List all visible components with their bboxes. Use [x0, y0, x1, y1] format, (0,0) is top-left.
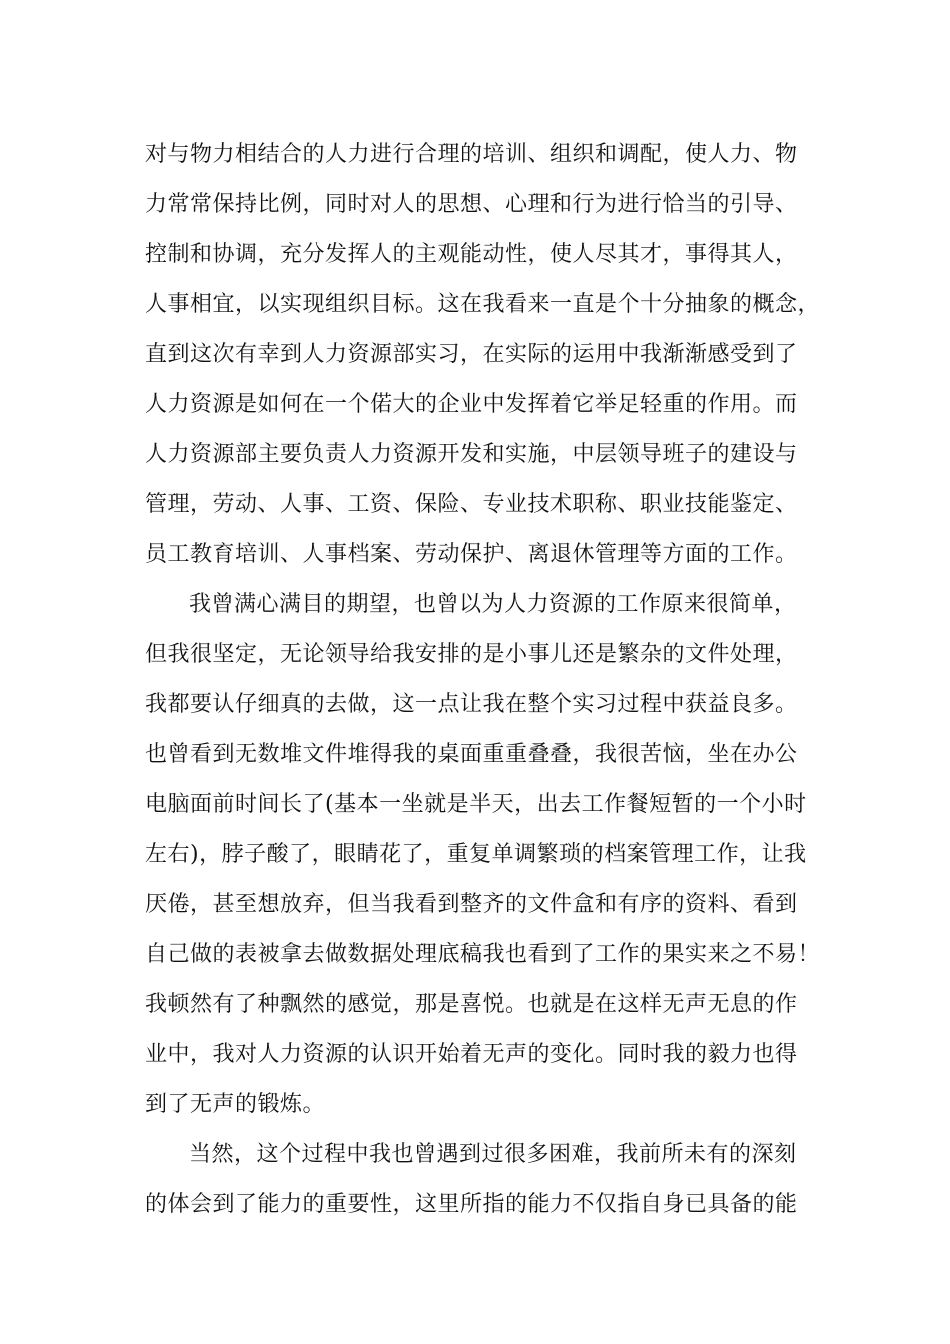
text-line: 人事相宜，以实现组织目标。这在我看来一直是个十分抽象的概念， [145, 292, 821, 317]
text-line: 员工教育培训、人事档案、劳动保护、离退休管理等方面的工作。 [145, 542, 798, 567]
text-line: 电脑面前时间长了(基本一坐就是半天，出去工作餐短暂的一个小时 [145, 792, 807, 817]
text-line: 人力资源是如何在一个偌大的企业中发挥着它举足轻重的作用。而 [145, 392, 798, 417]
text-line: 左右)，脖子酸了，眼睛花了，重复单调繁琐的档案管理工作，让我 [145, 842, 807, 867]
text-line: 业中，我对人力资源的认识开始着无声的变化。同时我的毅力也得 [145, 1042, 798, 1067]
text-line: 我顿然有了种飘然的感觉，那是喜悦。也就是在这样无声无息的作 [145, 992, 798, 1017]
text-line: 到了无声的锻炼。 [145, 1092, 326, 1117]
text-line: 管理，劳动、人事、工资、保险、专业技术职称、职业技能鉴定、 [145, 492, 798, 517]
body-text [145, 130, 825, 1230]
text-line: 也曾看到无数堆文件堆得我的桌面重重叠叠，我很苦恼，坐在办公 [145, 742, 798, 767]
paragraph-start-line: 当然，这个过程中我也曾遇到过很多困难，我前所未有的深刻 [189, 1142, 797, 1167]
text-line: 的体会到了能力的重要性，这里所指的能力不仅指自身已具备的能 [145, 1192, 798, 1217]
text-line: 但我很坚定，无论领导给我安排的是小事儿还是繁杂的文件处理， [145, 642, 798, 667]
text-line: 我都要认仔细真的去做，这一点让我在整个实习过程中获益良多。 [145, 692, 798, 717]
text-line: 人力资源部主要负责人力资源开发和实施，中层领导班子的建设与 [145, 442, 798, 467]
text-line: 直到这次有幸到人力资源部实习，在实际的运用中我渐渐感受到了 [145, 342, 798, 367]
text-line: 厌倦，甚至想放弃，但当我看到整齐的文件盒和有序的资料、看到 [145, 892, 798, 917]
text-line: 自己做的表被拿去做数据处理底稿我也看到了工作的果实来之不易！ [145, 942, 821, 967]
text-line: 控制和协调，充分发挥人的主观能动性，使人尽其才，事得其人， [145, 242, 798, 267]
paragraph-start-line: 我曾满心满目的期望，也曾以为人力资源的工作原来很简单， [189, 592, 797, 617]
text-line: 力常常保持比例，同时对人的思想、心理和行为进行恰当的引导、 [145, 192, 798, 217]
text-line: 对与物力相结合的人力进行合理的培训、组织和调配，使人力、物 [145, 142, 798, 167]
